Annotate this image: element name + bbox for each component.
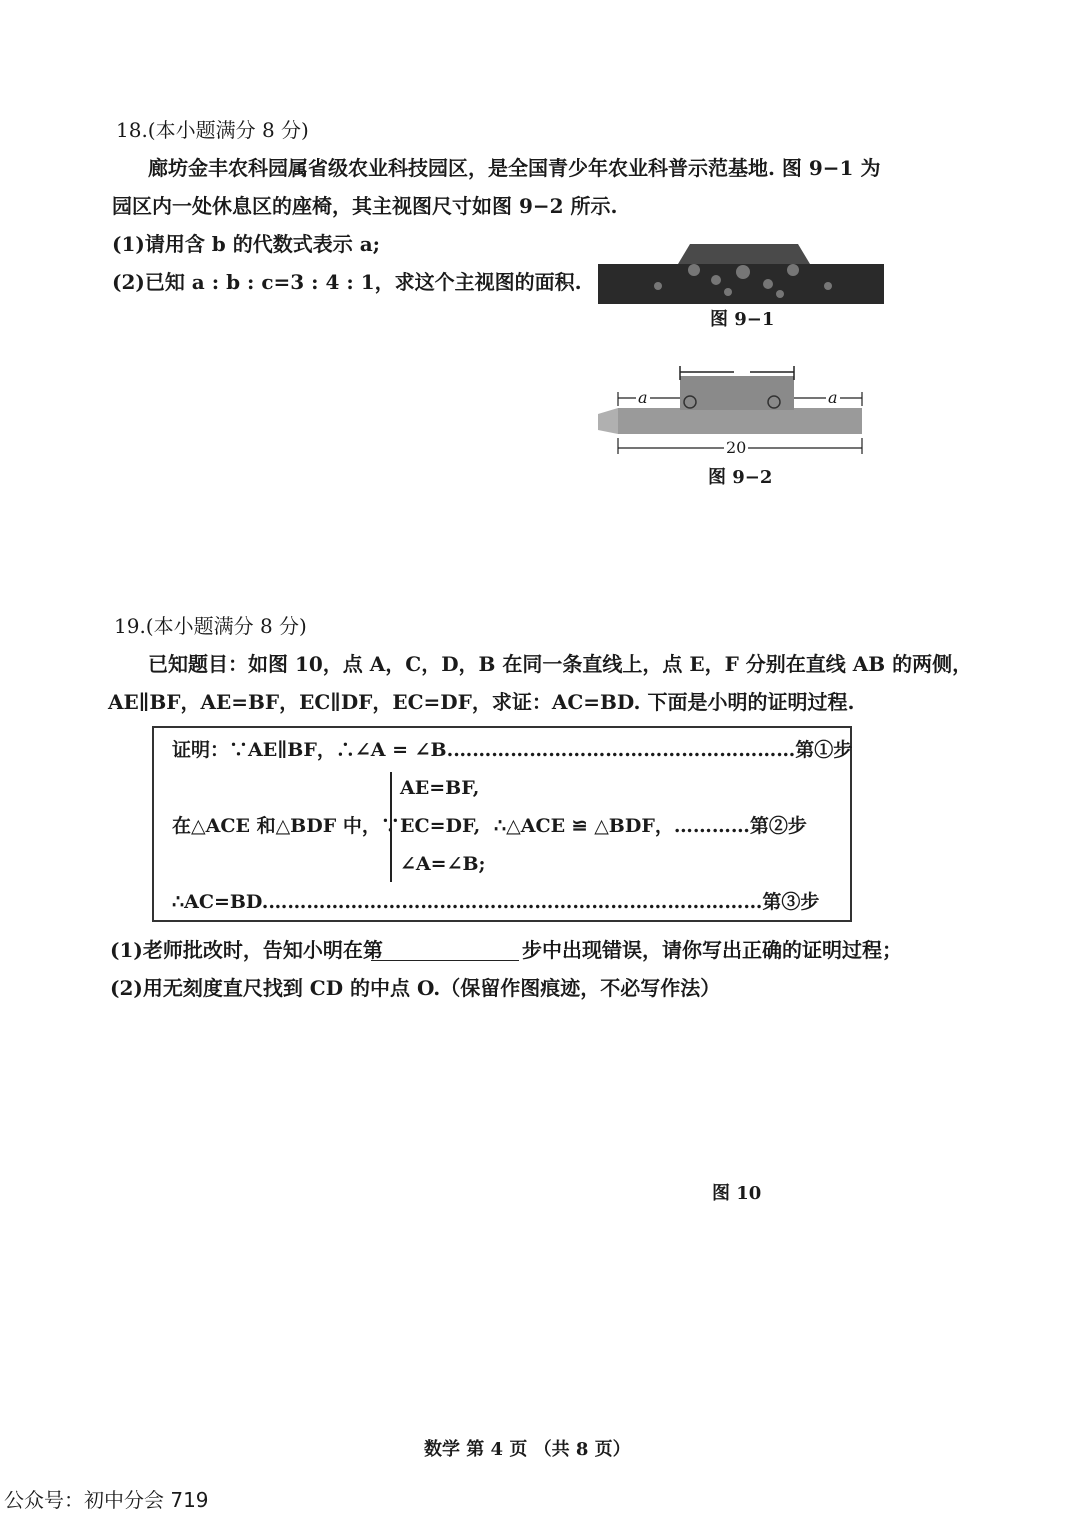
proof-cond-prefix: 在△ACE 和△BDF 中，∵ xyxy=(172,815,400,837)
proof-brace xyxy=(390,772,398,882)
page-number: 数学 第 4 页 （共 8 页） xyxy=(424,1439,631,1460)
fig9-2-label-a-left: a xyxy=(638,388,648,407)
q19-part1-before: (1)老师批改时，告知小明在第 xyxy=(110,938,383,962)
proof-step2: ∴△ACE ≌ △BDF，…………第②步 xyxy=(494,815,807,837)
q19-intro-line2: AE∥BF，AE=BF，EC∥DF，EC=DF，求证：AC=BD. 下面是小明的证明过程. xyxy=(108,690,855,714)
fig9-2-label-a-right: a xyxy=(828,388,838,407)
fig9-1-caption: 图 9−1 xyxy=(710,309,775,330)
q19-intro-line1: 已知题目：如图 10，点 A，C，D，B 在同一条直线上，点 E，F 分别在直线 AB 的两侧， xyxy=(148,652,973,676)
q18-intro-line2: 园区内一处休息区的座椅，其主视图尺寸如图 9−2 所示. xyxy=(112,194,618,218)
q19-part2: (2)用无刻度直尺找到 CD 的中点 O.（保留作图痕迹，不必写作法） xyxy=(110,976,721,1000)
answer-blank[interactable] xyxy=(371,960,519,961)
q18-part2: (2)已知 a : b : c=3 : 4 : 1，求这个主视图的面积. xyxy=(112,270,582,294)
proof-cond2: EC=DF, xyxy=(400,815,481,837)
q18-header: 18.(本小题满分 8 分) xyxy=(116,118,309,142)
proof-step3: ∴AC=BD.……………………………………………………………………第③步 xyxy=(172,891,820,913)
bench-photo-figure xyxy=(598,240,884,306)
q18-intro-line1: 廊坊金丰农科园属省级农业科技园区，是全国青少年农业科普示范基地. 图 9−1 为 xyxy=(148,156,881,180)
q19-part1-after: 步中出现错误，请你写出正确的证明过程； xyxy=(522,938,902,962)
fig9-2-label-20: 20 xyxy=(726,438,747,457)
q18-part1: (1)请用含 b 的代数式表示 a; xyxy=(112,232,381,256)
proof-cond3: ∠A=∠B; xyxy=(400,853,486,875)
q19-header: 19.(本小题满分 8 分) xyxy=(114,614,307,638)
fig10-caption: 图 10 xyxy=(712,1183,762,1204)
proof-cond1: AE=BF, xyxy=(400,777,480,799)
proof-step1: 证明：∵AE∥BF，∴∠A = ∠B.………………………………………………第①步 xyxy=(172,739,853,761)
watermark-text: 公众号：初中分会 719 xyxy=(4,1488,209,1512)
fig9-2-caption: 图 9−2 xyxy=(708,467,773,488)
